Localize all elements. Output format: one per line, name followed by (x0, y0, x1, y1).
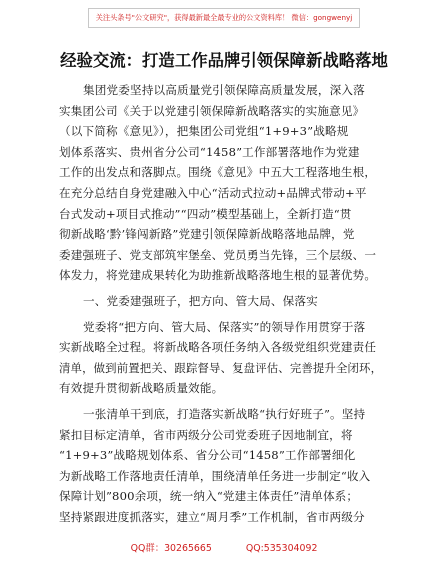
contact-footer (0, 540, 448, 554)
text-line: 在充分总结自身党建融入中心“活动式拉动+品牌式带动+平 (59, 185, 367, 200)
text-line: 紧扣目标定清单，省市两级分公司党委班子因地制宜，将 (59, 427, 353, 442)
heading-line: 一、党委建强班子，把方向、管大局、保落实 (83, 293, 318, 308)
text-line: 彻新战略‘黔’锋闯新路”党建引领保障新战略落地品牌，党 (59, 227, 355, 242)
qq-number-text: QQ:535304092 (245, 543, 318, 554)
text-line: 委建强班子、党支部筑牢堡垒、党员勇当先锋，三个层级、一 (59, 247, 377, 262)
paragraph-intro (59, 80, 385, 286)
text-line: 为新战略工作落地责任清单，围绕清单任务进一步制定“收入 (59, 468, 371, 483)
text-line: 坚持紧跟进度抓落实，建立“周月季”工作机制，省市两级分 (59, 509, 365, 524)
text-line: 体发力，将党建成果转化为助推新战略落地生根的显著优势。 (59, 268, 377, 283)
text-line: 实新战略全过程。将新战略各项任务纳入各级党组织党建责任 (59, 340, 377, 355)
paragraph-party-committee (59, 317, 385, 399)
document-body (59, 80, 385, 527)
text-line: 一张清单干到底，打造落实新战略“执行好班子”。坚持 (83, 406, 366, 421)
text-line: 台式发动+项目式推动”“四动”模型基础上，全新打造“贯 (59, 206, 352, 221)
document-title: 经验交流：打造工作品牌引领保障新战略落地 (60, 51, 388, 70)
text-line: “1+9+3”战略规划体系、省分公司“1458”工作部署细化 (59, 448, 356, 463)
text-line: 集团党委坚持以高质量党引领保障高质量发展，深入落 (83, 83, 365, 97)
text-line: 保障计划”800余项，统一纳入“党建主体责任”清单体系； (59, 489, 359, 504)
text-line: 清单，做到前置把关、跟踪督导、复盘评估、完善提升全闭环， (59, 360, 383, 375)
text-line: 有效提升贯彻新战略质量效能。 (59, 381, 224, 396)
promo-banner: 关注头条号"公文研究"，获得最新最全最专业的公文资料库！ 微信：gongwenyj (88, 8, 360, 28)
paragraph-checklist (59, 404, 385, 528)
text-line: 党委将“把方向、管大局、保落实”的领导作用贯穿于落 (83, 319, 366, 334)
text-line: （以下简称《意见》），把集团公司党组“1+9+3”战略规 (59, 124, 349, 139)
text-line: 划体系落实、贵州省分公司“1458”工作部署落地作为党建 (59, 144, 360, 159)
text-line: 实集团公司《关于以党建引领保障新战略落实的实施意见》 (59, 103, 365, 118)
qq-group-text: QQ群：30265665 (130, 543, 212, 554)
text-line: 工作的出发点和落脚点。围绕《意见》中五大工程落地生根， (59, 165, 377, 180)
section-heading-1 (59, 291, 385, 312)
